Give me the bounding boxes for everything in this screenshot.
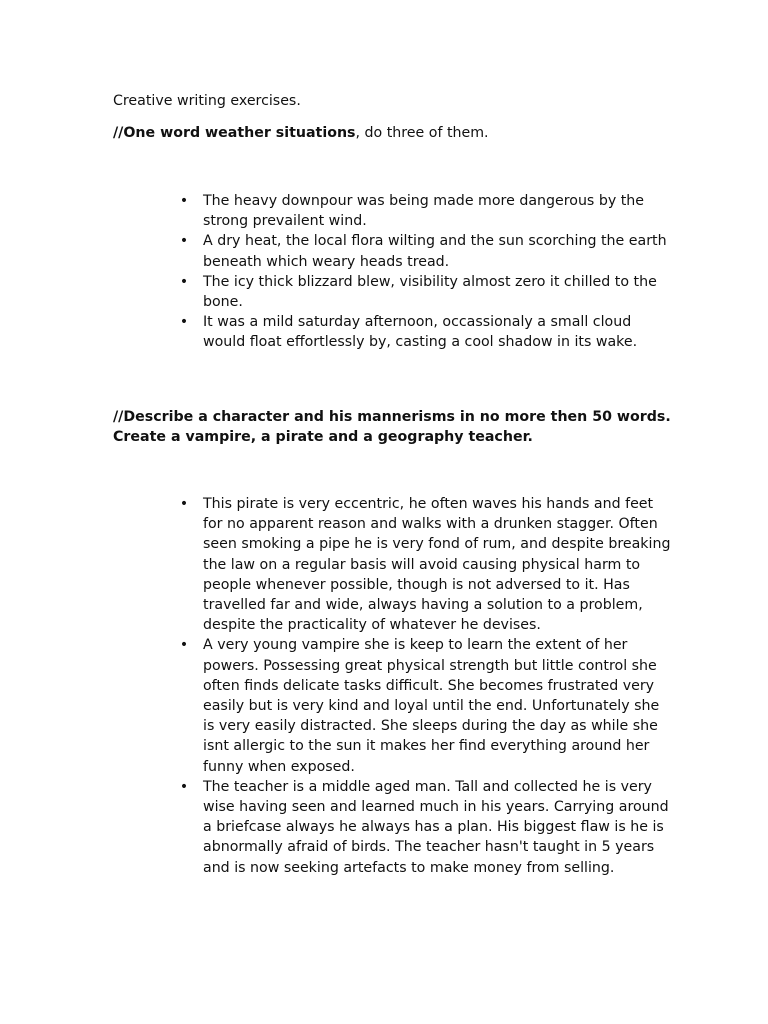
character-list xyxy=(179,494,673,878)
bullet-icon: • xyxy=(179,273,189,290)
list-item xyxy=(179,191,673,231)
heading-prefix: // xyxy=(113,125,124,141)
heading-rest-text: , do three of them. xyxy=(355,125,489,141)
weather-list xyxy=(179,191,673,353)
heading-bold-text: One word weather situations xyxy=(123,125,356,141)
list-item-text: It was a mild saturday afternoon, occassionaly a small cloud would float effortlessly by, casting a cool shadow in its wake. xyxy=(203,314,638,351)
list-item xyxy=(179,312,673,352)
list-item xyxy=(179,231,673,271)
list-item-text: The teacher is a middle aged man. Tall and collected he is very wise having seen and learned much in his years. Carrying around a briefcase always he always has a plan. His biggest flaw is he is abnormally afraid of birds. The teacher hasn't taught in 5 years and is now seeking artefacts to make money from selling. xyxy=(203,778,669,876)
document-title: Creative writing exercises. xyxy=(113,93,301,109)
section-heading-weather xyxy=(113,123,673,143)
list-item-text: A dry heat, the local flora wilting and the sun scorching the earth beneath which weary heads tread. xyxy=(203,233,667,270)
section-heading-characters: //Describe a character and his mannerisms in no more then 50 words. Create a vampire, a pirate and a geography teacher. xyxy=(113,409,671,445)
list-item-text: The heavy downpour was being made more dangerous by the strong prevailent wind. xyxy=(203,193,645,230)
list-item xyxy=(179,635,673,776)
list-item xyxy=(179,272,673,312)
list-item xyxy=(179,777,673,878)
list-item-text: A very young vampire she is keep to learn the extent of her powers. Possessing great physical strength but little control she often finds delicate tasks difficult. She becomes frustrated very easily but is very kind and loyal until the end. Unfortunately she is very easily distracted. She sleeps during the day as while she isnt allergic to the sun it makes her find everything around her funny when exposed. xyxy=(203,637,660,775)
bullet-icon: • xyxy=(179,778,189,795)
bullet-icon: • xyxy=(179,233,189,250)
list-item xyxy=(179,494,673,635)
bullet-icon: • xyxy=(179,314,189,331)
list-item-text: The icy thick blizzard blew, visibility almost zero it chilled to the bone. xyxy=(203,273,657,311)
bullet-icon: • xyxy=(179,637,189,654)
bullet-icon: • xyxy=(179,496,189,512)
bullet-icon: • xyxy=(179,193,189,209)
list-item-text: This pirate is very eccentric, he often waves his hands and feet for no apparent reason and walks with a drunken stagger. Often seen smoking a pipe he is very fond of rum, and despite breaking the law on a regular basis will avoid causing physical harm to people whenever possible, though is not adversed to it. Has travelled far and wide, always having a solution to a problem, despite the practicality of whatever he devises. xyxy=(203,496,671,634)
